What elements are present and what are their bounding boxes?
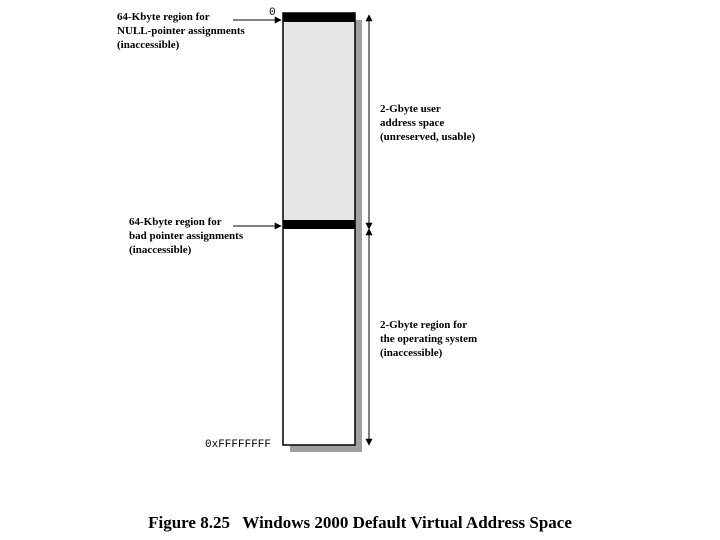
bad-pointer-label-line: 64-Kbyte region for <box>129 216 222 228</box>
start-address-label: 0 <box>269 7 276 19</box>
user-space-label-line: (unreserved, usable) <box>380 131 476 143</box>
bad-pointer-region-label <box>129 215 243 257</box>
user-space-label <box>380 102 475 144</box>
os-region-label-line: (inaccessible) <box>380 347 443 359</box>
os-region-block <box>283 229 355 445</box>
os-region-label-line: the operating system <box>380 333 478 345</box>
user-space-label-line: 2-Gbyte user <box>380 103 441 115</box>
os-region-label-line: 2-Gbyte region for <box>380 319 468 331</box>
null-pointer-label-line: 64-Kbyte region for <box>117 11 210 23</box>
bad-pointer-label-line: (inaccessible) <box>129 244 192 256</box>
bad-pointer-label-line: bad pointer assignments <box>129 230 244 242</box>
null-pointer-band <box>283 13 355 22</box>
bad-pointer-band <box>283 220 355 229</box>
null-pointer-region-label <box>117 10 245 52</box>
null-pointer-label-line: (inaccessible) <box>117 39 180 51</box>
end-address-label: 0xFFFFFFFF <box>205 439 272 451</box>
figure-caption: Figure 8.25 Windows 2000 Default Virtual Address Space <box>148 513 572 532</box>
user-space-label-line: address space <box>380 117 445 129</box>
null-pointer-label-line: NULL-pointer assignments <box>117 25 245 37</box>
os-region-label <box>380 318 477 360</box>
user-space-block <box>283 13 355 229</box>
